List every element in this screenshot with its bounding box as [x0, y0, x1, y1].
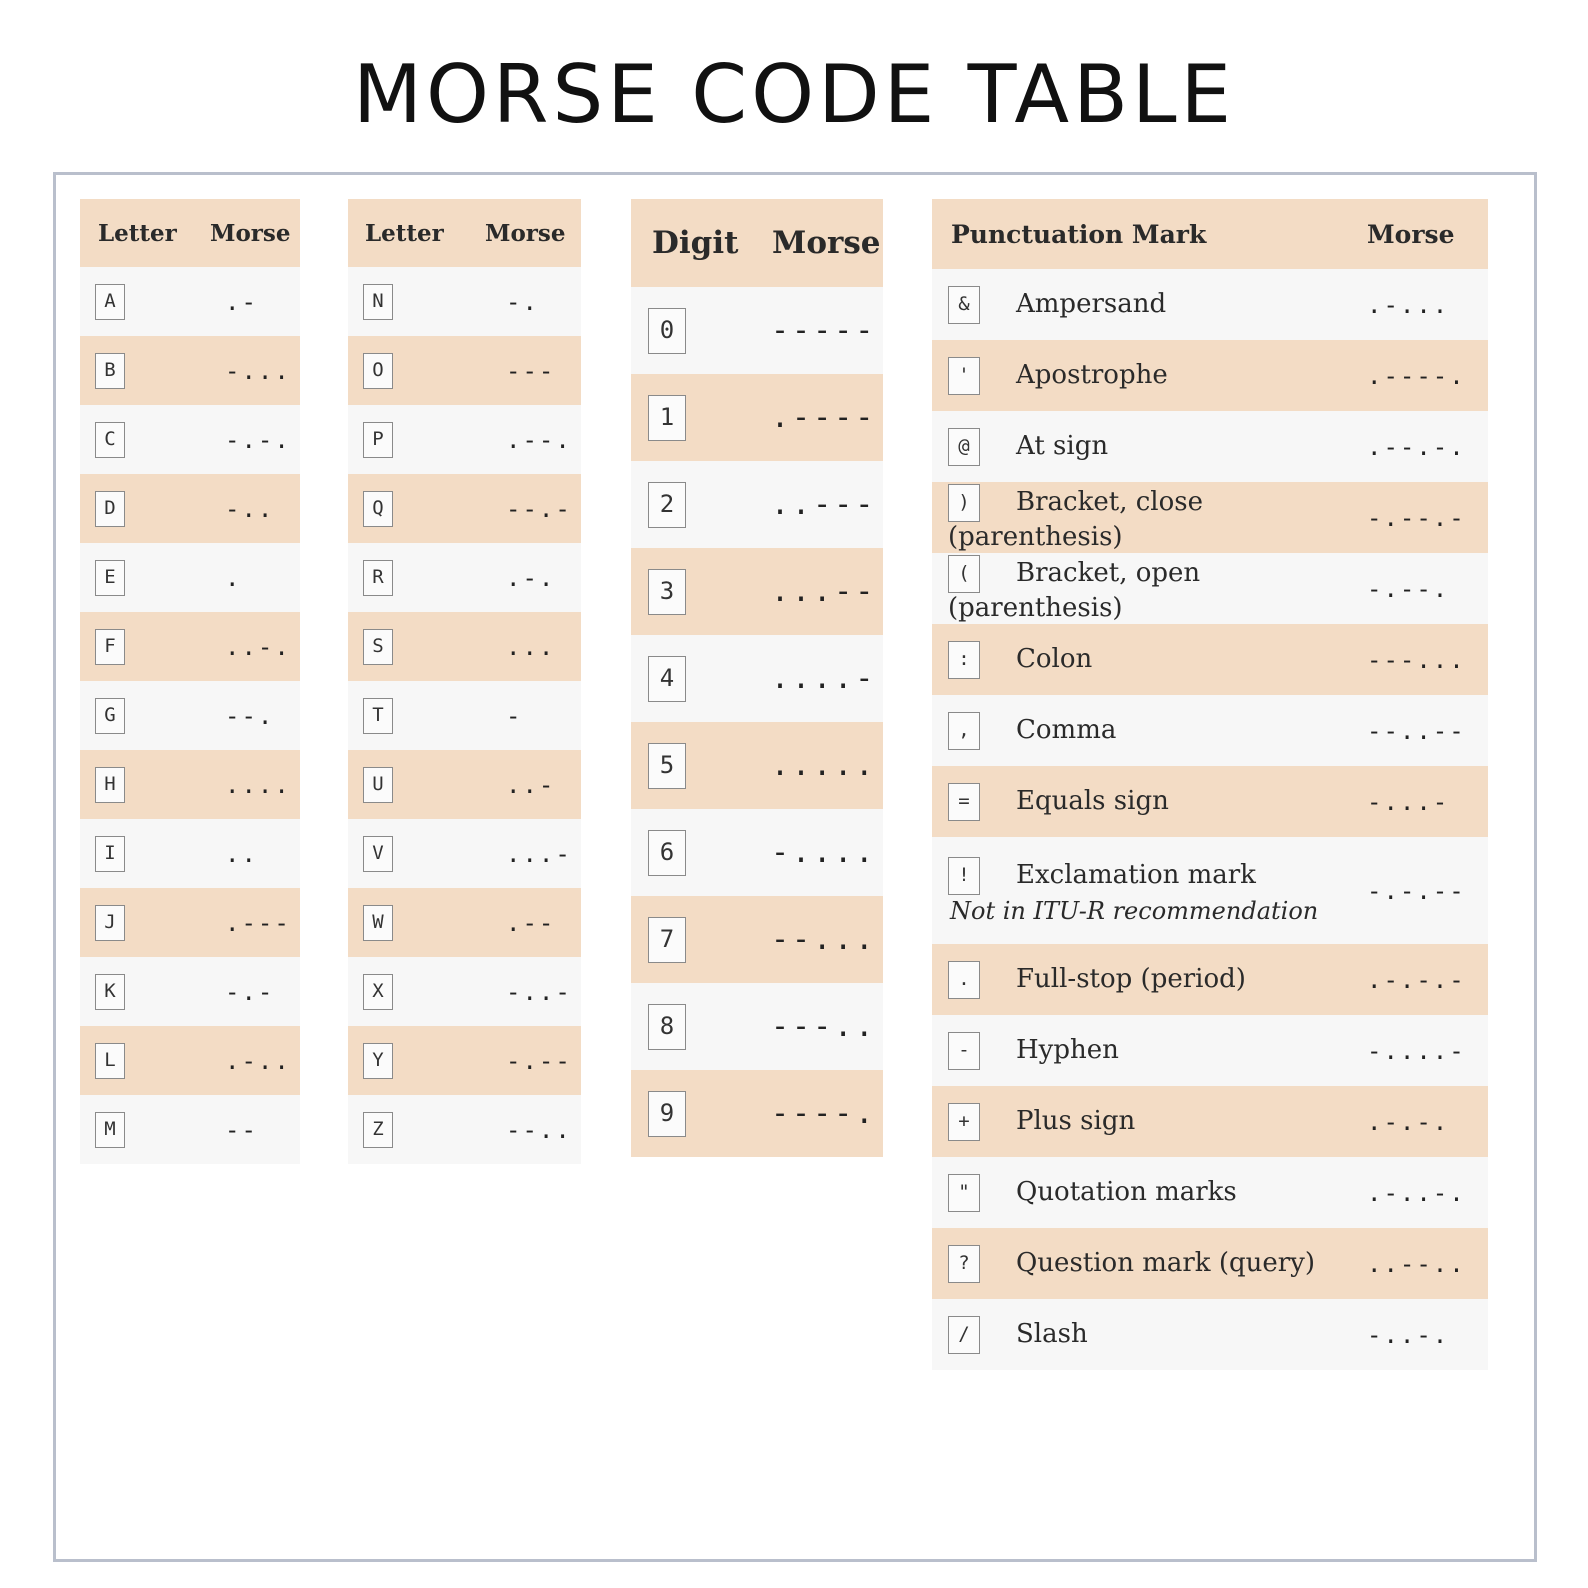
morse-cell [209, 543, 300, 612]
punctuation-name: At sign [1016, 430, 1109, 461]
character-cell [348, 474, 484, 543]
character-key: ' [948, 357, 980, 395]
punctuation-name: Plus sign [1016, 1105, 1136, 1136]
character-cell [80, 612, 209, 681]
character-cell [80, 750, 209, 819]
morse-cell [771, 983, 883, 1070]
morse-code: ..--- [771, 487, 877, 522]
morse-cell [484, 474, 581, 543]
table-row [932, 1086, 1488, 1157]
table-row [932, 944, 1488, 1015]
morse-cell [771, 548, 883, 635]
character-cell [631, 809, 771, 896]
morse-code: ..-. [225, 632, 291, 661]
morse-cell [484, 612, 581, 681]
table-row [932, 1157, 1488, 1228]
character-cell [348, 681, 484, 750]
morse-cell [484, 819, 581, 888]
character-cell [348, 750, 484, 819]
character-key: O [363, 353, 393, 389]
character-key: 6 [648, 830, 686, 876]
character-cell [932, 1157, 1367, 1228]
character-cell [932, 837, 1367, 944]
digit-column-header: Digit [631, 199, 771, 287]
morse-code: -...- [1367, 787, 1450, 816]
character-key: Z [363, 1112, 393, 1148]
morse-code: -....- [1367, 1036, 1466, 1065]
character-key: K [95, 974, 125, 1010]
character-cell [348, 1095, 484, 1164]
morse-cell [484, 750, 581, 819]
morse-cell [484, 888, 581, 957]
character-key: : [948, 641, 980, 679]
morse-cell [1367, 695, 1488, 766]
morse-cell [1367, 482, 1488, 553]
character-key: 9 [648, 1091, 686, 1137]
morse-code: - [506, 701, 523, 730]
morse-cell [209, 474, 300, 543]
character-cell [631, 548, 771, 635]
letter-column-header: Letter [80, 199, 209, 267]
character-cell [932, 1086, 1367, 1157]
morse-cell [771, 809, 883, 896]
character-cell [348, 888, 484, 957]
character-key: 7 [648, 917, 686, 963]
character-cell [932, 269, 1367, 340]
morse-cell [1367, 944, 1488, 1015]
morse-cell [484, 1095, 581, 1164]
character-key: " [948, 1174, 980, 1212]
character-cell [932, 340, 1367, 411]
table-row [631, 548, 883, 635]
character-key: S [363, 629, 393, 665]
morse-cell [1367, 624, 1488, 695]
table-row [932, 837, 1488, 944]
morse-code: --.. [506, 1115, 572, 1144]
morse-code: .--. [506, 425, 572, 454]
morse-cell [1367, 1228, 1488, 1299]
character-key: ? [948, 1245, 980, 1283]
morse-code: -.... [771, 835, 877, 870]
table-row [80, 474, 300, 543]
character-key: N [363, 284, 393, 320]
character-cell [932, 553, 1367, 624]
morse-cell [771, 287, 883, 374]
table-row [631, 374, 883, 461]
morse-code: -.--. [1367, 574, 1450, 603]
punctuation-name: Exclamation mark [1016, 859, 1256, 890]
table-row [932, 624, 1488, 695]
morse-cell [771, 461, 883, 548]
morse-code: .-... [1367, 290, 1450, 319]
morse-cell [771, 896, 883, 983]
morse-code: -... [225, 356, 291, 385]
morse-code: -.-. [225, 425, 291, 454]
character-key: V [363, 836, 393, 872]
table-header-row [932, 199, 1488, 269]
character-key: I [95, 836, 125, 872]
morse-column-header: Morse [209, 199, 300, 267]
morse-cell [484, 336, 581, 405]
morse-cell [1367, 340, 1488, 411]
morse-column-header: Morse [484, 199, 581, 267]
morse-cell [1367, 269, 1488, 340]
table-row [932, 766, 1488, 837]
character-key: , [948, 712, 980, 750]
morse-code: .--- [225, 908, 291, 937]
punctuation-name: Slash [1016, 1318, 1088, 1349]
morse-cell [484, 957, 581, 1026]
table-row [932, 553, 1488, 624]
table-row [80, 681, 300, 750]
character-key: B [95, 353, 125, 389]
character-key: 8 [648, 1004, 686, 1050]
character-key: A [95, 284, 125, 320]
table-row [80, 1095, 300, 1164]
morse-cell [484, 1026, 581, 1095]
morse-code: .-- [506, 908, 556, 937]
letter-column-header: Letter [348, 199, 484, 267]
character-cell [932, 1228, 1367, 1299]
character-key: 2 [648, 482, 686, 528]
morse-code: ----. [771, 1096, 877, 1131]
character-cell [932, 695, 1367, 766]
table-header-row [631, 199, 883, 287]
punctuation-name: Full-stop (period) [1016, 963, 1246, 994]
morse-code: --.- [506, 494, 572, 523]
character-cell [348, 819, 484, 888]
table-row [631, 461, 883, 548]
morse-code: --. [225, 701, 275, 730]
morse-code: ..... [771, 748, 877, 783]
table-row [932, 411, 1488, 482]
morse-code: --... [771, 922, 877, 957]
table-row [80, 888, 300, 957]
table-row [631, 896, 883, 983]
punctuation-table [932, 199, 1488, 1370]
character-key: 5 [648, 743, 686, 789]
character-key: Y [363, 1043, 393, 1079]
character-key: J [95, 905, 125, 941]
morse-cell [771, 1070, 883, 1157]
table-row [631, 1070, 883, 1157]
morse-code: .-. [506, 563, 556, 592]
table-row [932, 482, 1488, 553]
character-cell [80, 336, 209, 405]
table-row [80, 405, 300, 474]
punctuation-name: Hyphen [1016, 1034, 1119, 1065]
character-cell [631, 983, 771, 1070]
punctuation-name: Equals sign [1016, 785, 1169, 816]
morse-code: -.--.- [1367, 503, 1466, 532]
morse-code: ... [506, 632, 556, 661]
morse-code: ----- [771, 313, 877, 348]
morse-cell [484, 543, 581, 612]
punctuation-note: Not in ITU-R recommendation [950, 896, 1319, 925]
morse-code: -.-- [506, 1046, 572, 1075]
table-row [348, 957, 581, 1026]
character-key: = [948, 783, 980, 821]
character-key: 1 [648, 395, 686, 441]
character-key: . [948, 961, 980, 999]
table-row [348, 336, 581, 405]
table-row [80, 543, 300, 612]
character-cell [80, 1026, 209, 1095]
punctuation-name: Apostrophe [1016, 359, 1168, 390]
character-cell [348, 612, 484, 681]
morse-code: .---- [771, 400, 877, 435]
character-key: F [95, 629, 125, 665]
character-key: 3 [648, 569, 686, 615]
morse-code: ....- [771, 661, 877, 696]
character-key: U [363, 767, 393, 803]
morse-cell [1367, 766, 1488, 837]
character-cell [932, 1015, 1367, 1086]
table-row [932, 1015, 1488, 1086]
character-key: + [948, 1103, 980, 1141]
punctuation-name: Colon [1016, 643, 1093, 674]
morse-cell [209, 819, 300, 888]
morse-cell [209, 888, 300, 957]
morse-cell [1367, 1015, 1488, 1086]
morse-code: -.. [225, 494, 275, 523]
morse-code: .-.-.- [1367, 965, 1466, 994]
character-cell [631, 287, 771, 374]
morse-cell [209, 267, 300, 336]
table-row [348, 750, 581, 819]
character-cell [80, 888, 209, 957]
character-cell [631, 461, 771, 548]
character-key: P [363, 422, 393, 458]
table-row [80, 267, 300, 336]
character-key: X [363, 974, 393, 1010]
character-key: - [948, 1032, 980, 1070]
table-row [80, 819, 300, 888]
letters-table-a-m [80, 199, 300, 1164]
character-cell [932, 1299, 1367, 1370]
table-row [932, 340, 1488, 411]
morse-cell [209, 750, 300, 819]
morse-code: .-..-. [1367, 1178, 1466, 1207]
morse-cell [209, 405, 300, 474]
morse-cell [484, 267, 581, 336]
character-cell [348, 336, 484, 405]
digits-table [631, 199, 883, 1157]
morse-code: .-.. [225, 1046, 291, 1075]
punctuation-name: Bracket, close (parenthesis) [948, 486, 1203, 552]
punctuation-name: Bracket, open (parenthesis) [948, 557, 1201, 623]
table-row [348, 474, 581, 543]
morse-cell [771, 635, 883, 722]
character-cell [80, 267, 209, 336]
table-row [631, 983, 883, 1070]
table-row [80, 1026, 300, 1095]
table-row [631, 809, 883, 896]
morse-code: .-.-. [1367, 1107, 1450, 1136]
table-row [348, 888, 581, 957]
morse-code: ...- [506, 839, 572, 868]
morse-cell [209, 1026, 300, 1095]
morse-cell [209, 681, 300, 750]
table-row [631, 635, 883, 722]
table-row [631, 287, 883, 374]
character-cell [631, 374, 771, 461]
table-row [932, 1228, 1488, 1299]
morse-cell [1367, 553, 1488, 624]
table-row [348, 543, 581, 612]
morse-column-header: Morse [1367, 199, 1488, 269]
character-cell [80, 543, 209, 612]
character-key: E [95, 560, 125, 596]
morse-code: ..- [506, 770, 556, 799]
morse-cell [771, 374, 883, 461]
morse-cell [1367, 1299, 1488, 1370]
morse-code: -.- [225, 977, 275, 1006]
morse-cell [1367, 411, 1488, 482]
character-key: W [363, 905, 393, 941]
morse-code: .... [225, 770, 291, 799]
character-key: Q [363, 491, 393, 527]
character-cell [631, 635, 771, 722]
table-header-row [80, 199, 300, 267]
character-key: D [95, 491, 125, 527]
morse-cell [1367, 1157, 1488, 1228]
table-row [631, 722, 883, 809]
character-key: C [95, 422, 125, 458]
character-key: ( [948, 555, 980, 593]
morse-code: .. [225, 839, 258, 868]
table-row [348, 1026, 581, 1095]
character-key: M [95, 1112, 125, 1148]
character-key: 0 [648, 308, 686, 354]
morse-code: . [225, 563, 242, 592]
character-cell [932, 411, 1367, 482]
morse-code: --..-- [1367, 716, 1466, 745]
table-header-row [348, 199, 581, 267]
table-row [80, 750, 300, 819]
morse-cell [209, 336, 300, 405]
morse-column-header: Morse [771, 199, 883, 287]
character-cell [932, 766, 1367, 837]
character-key: ! [948, 857, 980, 895]
morse-code: --- [506, 356, 556, 385]
morse-code: ---.. [771, 1009, 877, 1044]
character-key: R [363, 560, 393, 596]
morse-cell [484, 405, 581, 474]
character-cell [80, 405, 209, 474]
character-cell [348, 957, 484, 1026]
letters-table-n-z [348, 199, 581, 1164]
morse-code: -..- [506, 977, 572, 1006]
table-row [932, 1299, 1488, 1370]
character-cell [348, 1026, 484, 1095]
character-cell [932, 624, 1367, 695]
character-key: G [95, 698, 125, 734]
morse-code: ---... [1367, 645, 1466, 674]
character-cell [631, 1070, 771, 1157]
morse-code: -..-. [1367, 1320, 1450, 1349]
character-key: L [95, 1043, 125, 1079]
character-key: / [948, 1316, 980, 1354]
character-key: & [948, 286, 980, 324]
page-title: MORSE CODE TABLE [352, 48, 1236, 141]
table-row [348, 681, 581, 750]
character-cell [80, 474, 209, 543]
character-cell [631, 896, 771, 983]
character-key: ) [948, 484, 980, 522]
punctuation-name: Question mark (query) [1016, 1247, 1315, 1278]
character-cell [80, 681, 209, 750]
morse-cell [209, 957, 300, 1026]
character-cell [932, 944, 1367, 1015]
character-cell [932, 482, 1367, 553]
table-row [348, 267, 581, 336]
morse-code: ..--.. [1367, 1249, 1466, 1278]
morse-code: .----. [1367, 361, 1466, 390]
character-cell [348, 543, 484, 612]
character-cell [80, 819, 209, 888]
character-key: H [95, 767, 125, 803]
table-row [348, 1095, 581, 1164]
morse-code: .--.-. [1367, 432, 1466, 461]
morse-cell [209, 1095, 300, 1164]
table-row [348, 819, 581, 888]
character-cell [631, 722, 771, 809]
character-key: T [363, 698, 393, 734]
table-row [80, 612, 300, 681]
morse-code: ...-- [771, 574, 877, 609]
punctuation-name: Comma [1016, 714, 1117, 745]
morse-code: .- [225, 287, 258, 316]
table-row [80, 336, 300, 405]
morse-cell [1367, 837, 1488, 944]
character-cell [80, 957, 209, 1026]
morse-cell [209, 612, 300, 681]
morse-cell [771, 722, 883, 809]
character-key: 4 [648, 656, 686, 702]
morse-code: -. [506, 287, 539, 316]
punctuation-name: Ampersand [1016, 288, 1167, 319]
table-row [932, 269, 1488, 340]
character-cell [80, 1095, 209, 1164]
punctuation-column-header: Punctuation Mark [932, 199, 1367, 269]
character-key: @ [948, 428, 980, 466]
table-row [932, 695, 1488, 766]
punctuation-name: Quotation marks [1016, 1176, 1237, 1207]
table-row [80, 957, 300, 1026]
morse-code: -.-.-- [1367, 876, 1466, 905]
morse-cell [1367, 1086, 1488, 1157]
table-row [348, 405, 581, 474]
character-cell [348, 405, 484, 474]
table-row [348, 612, 581, 681]
character-cell [348, 267, 484, 336]
morse-cell [484, 681, 581, 750]
morse-code: -- [225, 1115, 258, 1144]
